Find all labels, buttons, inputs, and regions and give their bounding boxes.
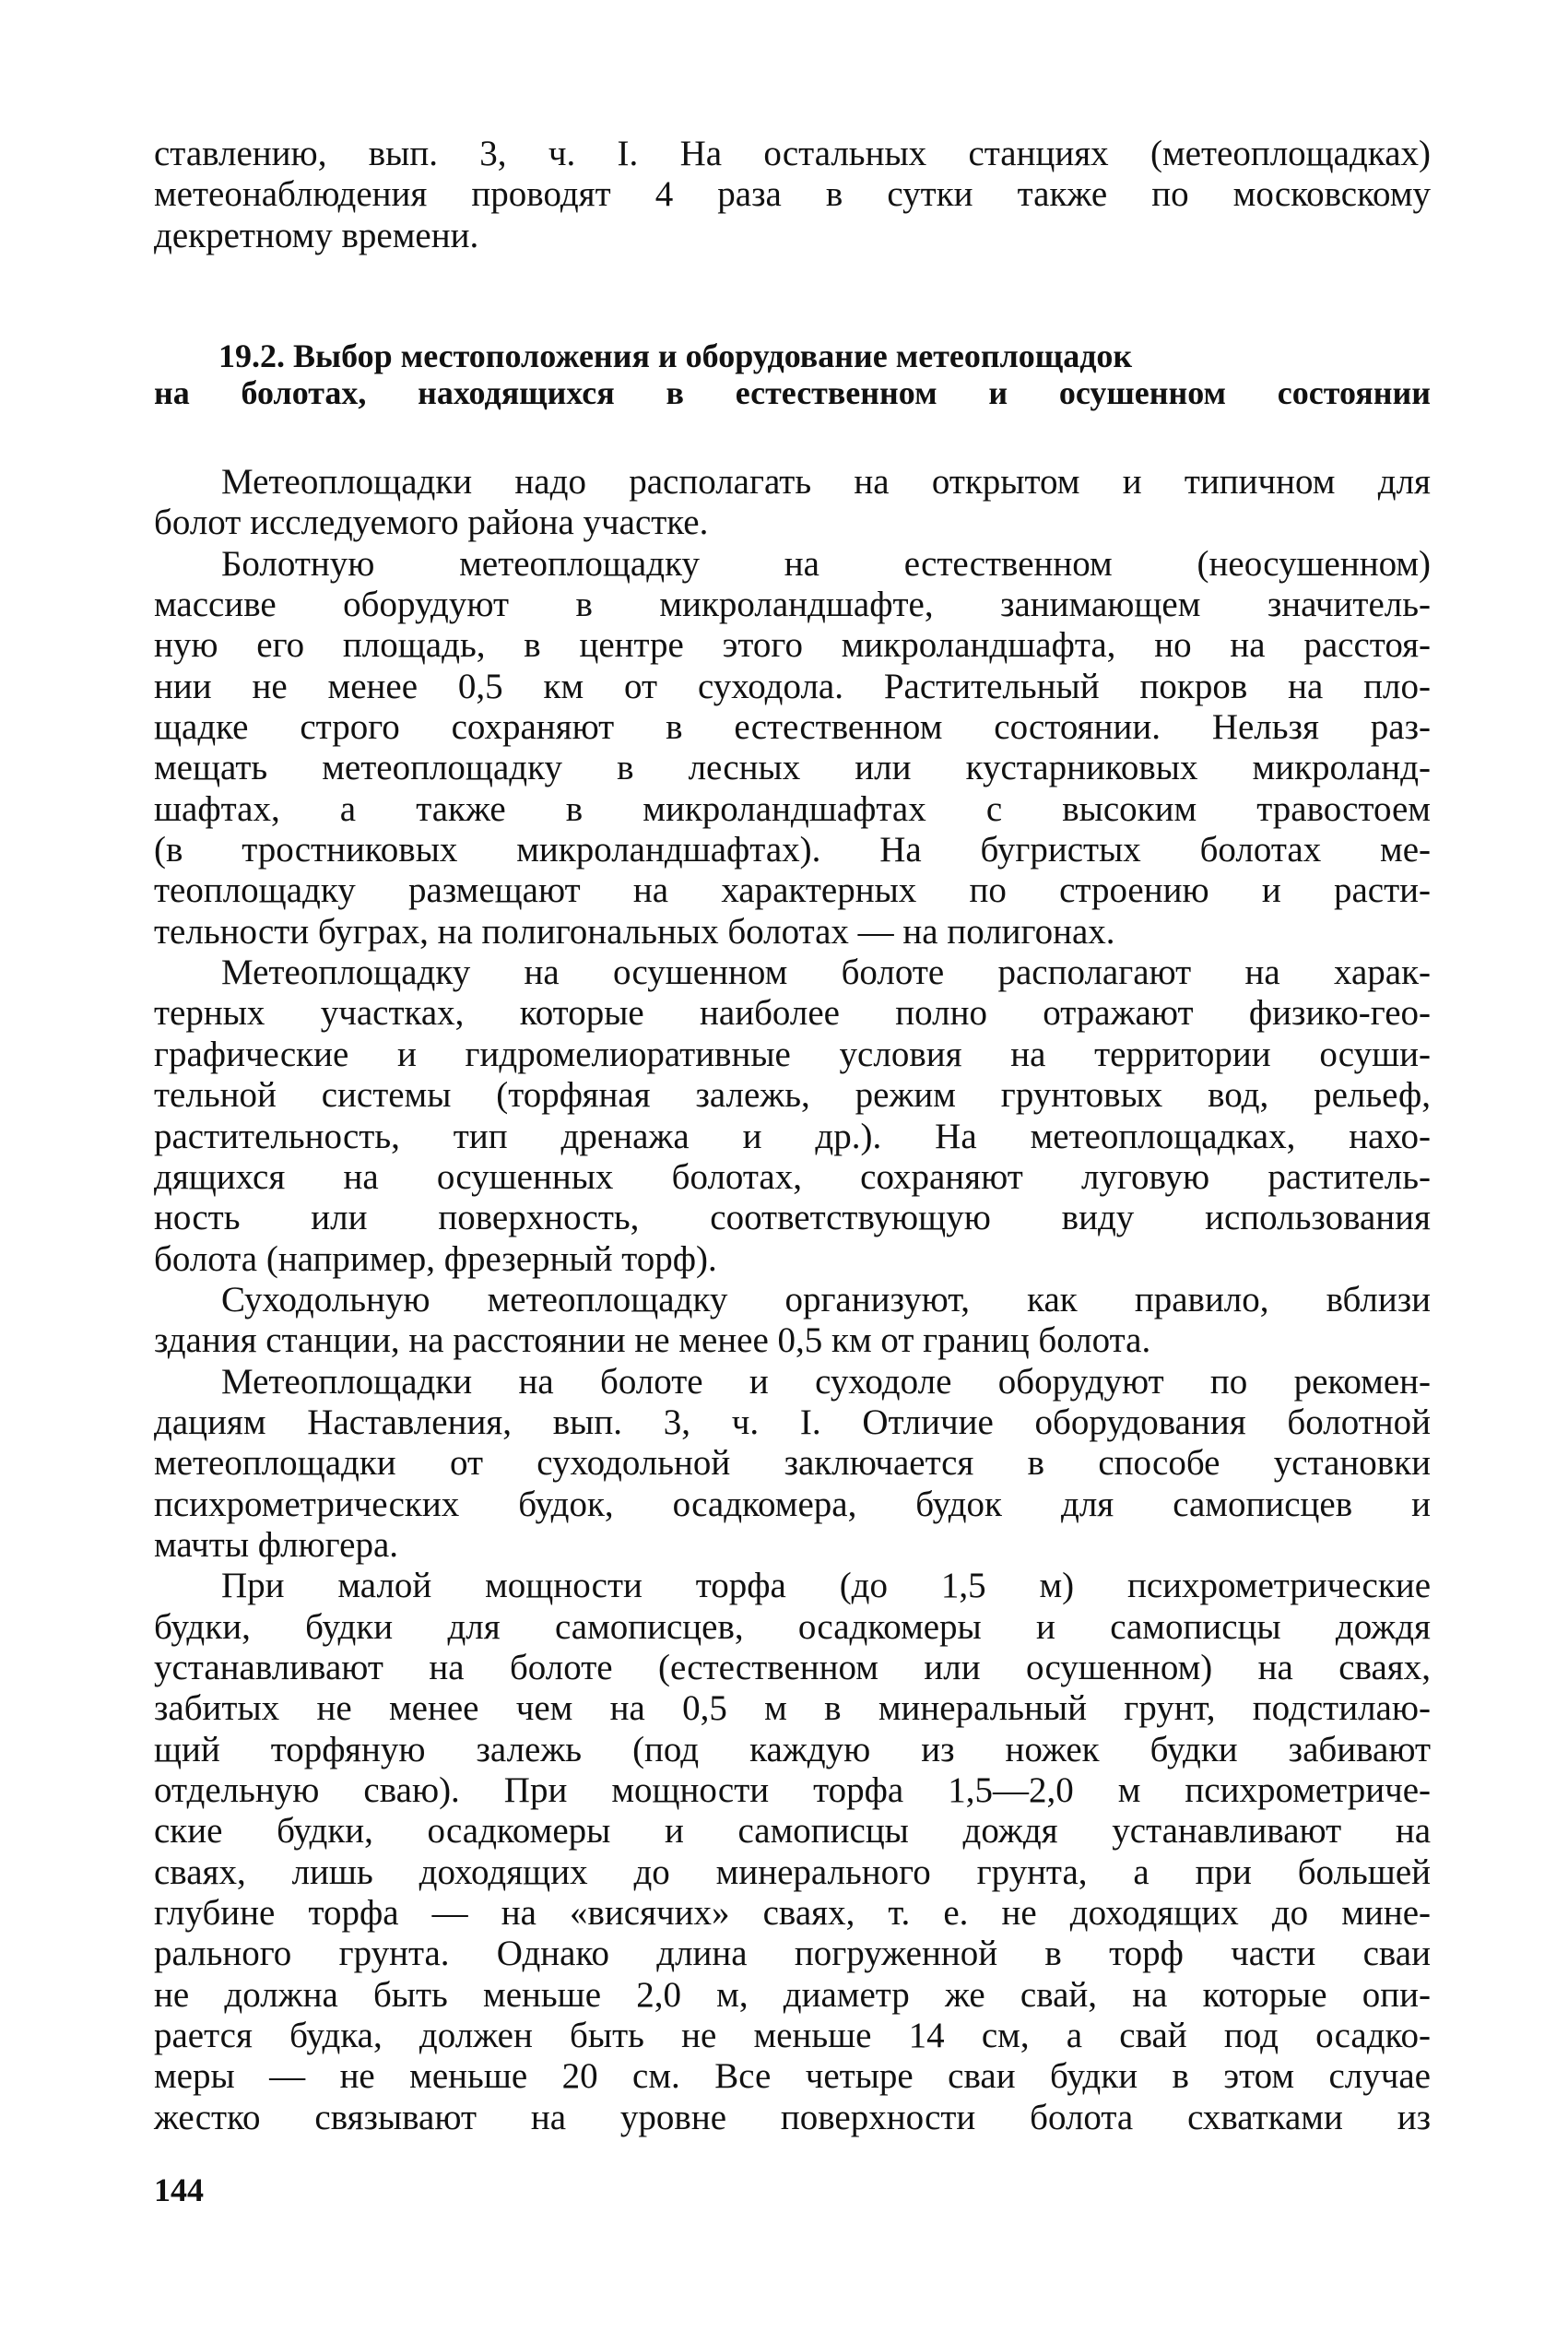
text-line: дящихся на осушенных болотах, сохраняют луговую раститель-: [154, 1156, 1431, 1197]
text-line: щий торфяную залежь (под каждую из ножек будки забивают: [154, 1729, 1431, 1769]
text-line: теоплощадку размещают на характерных по строению и расти-: [154, 870, 1431, 911]
text-line: (в тростниковых микроландшафтах). На бугристых болотах ме-: [154, 830, 1431, 870]
text-line: терных участках, которые наиболее полно отражают физико-гео-: [154, 993, 1431, 1034]
text-line: будки, будки для самописцев, осадкомеры и самописцы дождя: [154, 1606, 1431, 1647]
text-line: здания станции, на расстоянии не менее 0,5 км от границ болота.: [154, 1320, 1151, 1361]
paragraph: [154, 1566, 1431, 2138]
text-line: рального грунта. Однако длина погруженной в торф части сваи: [154, 1934, 1431, 1974]
section-heading: [154, 337, 1431, 411]
intro-paragraph: [154, 134, 1431, 256]
text-line: массиве оборудуют в микроландшафте, занимающем значитель-: [154, 585, 1431, 625]
text-line: болот исследуемого района участке.: [154, 503, 709, 543]
text-line: тельной системы (торфяная залежь, режим грунтовых вод, рельеф,: [154, 1075, 1431, 1116]
paragraph: [154, 953, 1431, 1280]
text-line: шафтах, а также в микроландшафтах с высоким травостоем: [154, 788, 1431, 829]
text-line: сваях, лишь доходящих до минерального грунта, а при большей: [154, 1852, 1431, 1892]
text-line: отдельную сваю). При мощности торфа 1,5—2,0 м психрометриче-: [154, 1770, 1431, 1810]
text-line: болота (например, фрезерный торф).: [154, 1238, 717, 1279]
text-line: Метеоплощадки на болоте и суходоле оборудуют по рекомен-: [221, 1361, 1431, 1402]
text-line: ность или поверхность, соответствующую виду использования: [154, 1198, 1431, 1238]
text-line: забитых не менее чем на 0,5 м в минеральный грунт, подстилаю-: [154, 1688, 1431, 1729]
text-line: нии не менее 0,5 км от суходола. Растительный покров на пло-: [154, 666, 1431, 706]
text-line: Болотную метеоплощадку на естественном (неосушенном): [221, 543, 1431, 584]
text-line: мещать метеоплощадку в лесных или кустарниковых микроланд-: [154, 748, 1431, 788]
text-line: Метеоплощадку на осушенном болоте располагают на харак-: [221, 953, 1431, 993]
text-line: графические и гидромелиоративные условия на территории осуши-: [154, 1034, 1431, 1074]
text-line: устанавливают на болоте (естественном или осушенном) на сваях,: [154, 1647, 1431, 1687]
heading-line: 19.2. Выбор местоположения и оборудование метеоплощадок: [218, 337, 1133, 374]
text-line: При малой мощности торфа (до 1,5 м) психрометрические: [221, 1566, 1431, 1606]
text-line: не должна быть меньше 2,0 м, диаметр же свай, на которые опи-: [154, 1974, 1431, 2015]
text-line: растительность, тип дренажа и др.). На метеоплощадках, нахо-: [154, 1116, 1431, 1156]
text-line: Суходольную метеоплощадку организуют, как правило, вблизи: [221, 1279, 1431, 1319]
paragraph: [154, 462, 1431, 544]
text-line: метеонаблюдения проводят 4 раза в сутки также по московскому: [154, 174, 1431, 215]
text-line: щадке строго сохраняют в естественном состоянии. Нельзя раз-: [154, 707, 1431, 748]
text-line: ставлению, вып. 3, ч. I. На остальных станциях (метеоплощадках): [154, 134, 1431, 173]
text-line: глубине торфа — на «висячих» сваях, т. е. не доходящих до мине-: [154, 1893, 1431, 1934]
page-number: 144: [154, 2171, 204, 2208]
text-line: мачты флюгера.: [154, 1524, 399, 1565]
text-line: Метеоплощадки надо располагать на открытом и типичном для: [221, 462, 1431, 502]
text-line: рается будка, должен быть не меньше 14 см, а свай под осадко-: [154, 2016, 1431, 2056]
heading-line: на болотах, находящихся в естественном и осушенном состоянии: [154, 374, 1431, 411]
text-line: психрометрических будок, осадкомера, будок для самописцев и: [154, 1484, 1431, 1524]
text-line: жестко связывают на уровне поверхности болота схватками из: [154, 2097, 1431, 2137]
text-line: тельности буграх, на полигональных болотах — на полигонах.: [154, 911, 1115, 952]
body-text: [154, 462, 1431, 2138]
text-line: метеоплощадки от суходольной заключается в способе установки: [154, 1443, 1431, 1484]
text-line: дациям Наставления, вып. 3, ч. I. Отличие оборудования болотной: [154, 1402, 1431, 1442]
text-line: ную его площадь, в центре этого микроландшафта, но на расстоя-: [154, 625, 1431, 666]
text-line: меры — не меньше 20 см. Все четыре сваи будки в этом случае: [154, 2056, 1431, 2097]
paragraph: [154, 1280, 1431, 1362]
text-line: ские будки, осадкомеры и самописцы дождя устанавливают на: [154, 1811, 1431, 1852]
text-line: декретному времени.: [154, 215, 479, 255]
paragraph: [154, 544, 1431, 953]
paragraph: [154, 1362, 1431, 1567]
